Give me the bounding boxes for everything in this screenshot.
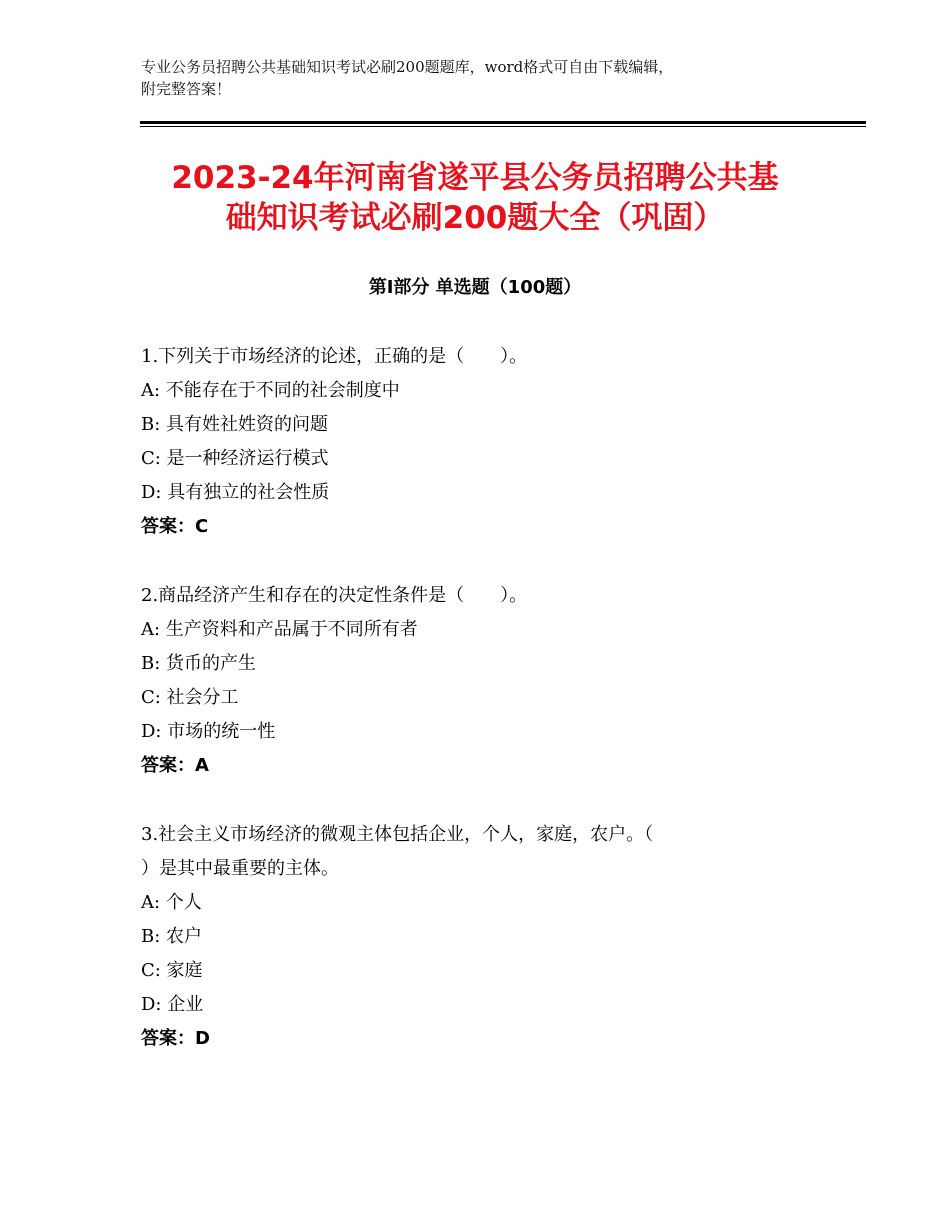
option-b: B: 具有姓社姓资的问题 [141,414,329,435]
option-a: A: 生产资料和产品属于不同所有者 [141,619,418,640]
header-note [141,56,821,100]
question-3 [141,818,841,1056]
question-1 [141,340,841,544]
option-b: B: 农户 [141,926,203,947]
option-d: D: 企业 [141,994,204,1015]
option-a: A: 个人 [141,892,202,913]
option-c: C: 家庭 [141,960,203,981]
question-stem [141,818,841,886]
question-stem: 2.商品经济产生和存在的决定性条件是（ ）。 [141,585,528,606]
option-d: D: 具有独立的社会性质 [141,482,330,503]
answer: 答案：D [141,1028,210,1049]
option-c: C: 社会分工 [141,687,239,708]
header-note-line-2: 附完整答案！ [141,80,232,98]
question-2 [141,579,841,783]
document-title-line-2: 础知识考试必刷200题大全（巩固） [225,200,725,236]
option-d: D: 市场的统一性 [141,721,276,742]
header-note-line-1: 专业公务员招聘公共基础知识考试必刷200题题库，word格式可自由下载编辑， [141,58,674,76]
document-title [130,158,820,238]
question-stem: 1.下列关于市场经济的论述，正确的是（ ）。 [141,346,528,367]
section-heading: 第Ⅰ部分 单选题（100题） [368,277,582,298]
option-a: A: 不能存在于不同的社会制度中 [141,380,400,401]
document-title-line-1: 2023-24年河南省遂平县公务员招聘公共基 [171,160,779,196]
answer: 答案：C [141,516,209,537]
option-c: C: 是一种经济运行模式 [141,448,329,469]
question-stem-line-2: ）是其中最重要的主体。 [141,858,339,879]
option-b: B: 货币的产生 [141,653,257,674]
answer: 答案：A [141,755,209,776]
header-rule-thick [140,121,866,124]
question-stem-line-1: 3.社会主义市场经济的微观主体包括企业，个人，家庭，农户。（ [141,824,654,845]
header-rule-thin [140,126,866,127]
